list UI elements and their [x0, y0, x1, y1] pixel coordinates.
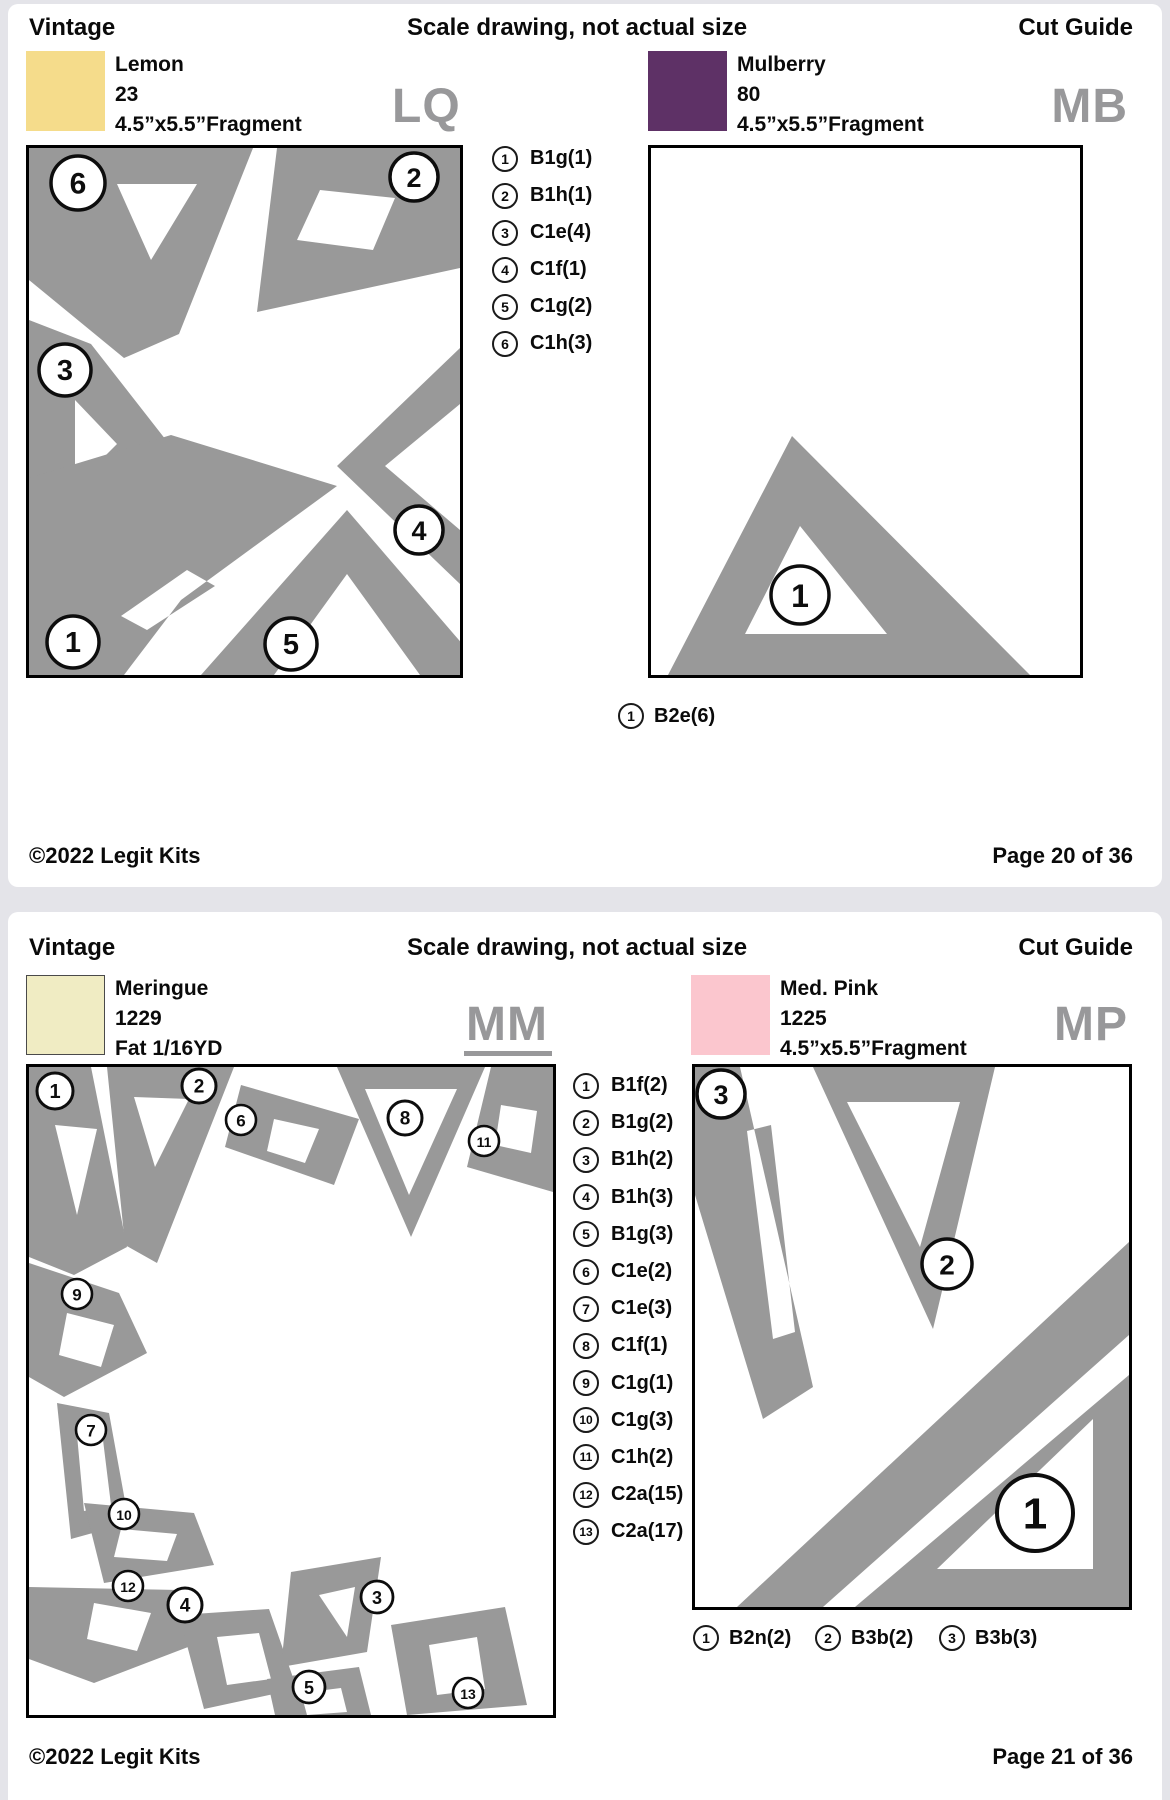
legend-item [573, 1476, 683, 1513]
legend-circle: 9 [573, 1370, 599, 1396]
legend-item [492, 251, 592, 288]
fabric-code-lq: LQ [392, 80, 461, 133]
page-number: Page 20 of 36 [992, 843, 1133, 868]
legend-circle: 5 [573, 1221, 599, 1247]
fabric-number: 1225 [780, 1007, 827, 1030]
piece-marker [47, 616, 99, 668]
legend-label: B1g(1) [530, 147, 593, 169]
legend-label: C2a(15) [611, 1483, 684, 1506]
meringue-swatch [26, 975, 105, 1055]
fabric-name: Med. Pink [780, 977, 879, 1000]
legend-item [492, 214, 592, 251]
svg-text:10: 10 [116, 1507, 132, 1523]
legend-item [492, 177, 592, 214]
piece-b1g [107, 1067, 234, 1263]
legend-label: B3b(3) [975, 1626, 1038, 1649]
legend-item [573, 1290, 683, 1327]
mulberry-swatch [648, 51, 727, 131]
legend-label: C1f(1) [611, 1334, 668, 1357]
cut-guide-label: Cut Guide [1018, 934, 1133, 961]
legend-label: C1h(2) [611, 1445, 674, 1468]
piece-marker [62, 1279, 92, 1309]
mp-pieces [695, 1067, 1129, 1607]
piece-marker [182, 1069, 216, 1103]
pattern-title: Vintage [29, 14, 116, 41]
svg-text:1: 1 [1022, 1489, 1048, 1539]
svg-text:3: 3 [56, 355, 74, 387]
svg-text:2: 2 [406, 163, 422, 193]
page-number: Page 21 of 36 [992, 1744, 1133, 1769]
piece-marker [697, 1070, 745, 1118]
piece-marker [109, 1499, 139, 1529]
fabric-code-mb: MB [1051, 80, 1128, 133]
piece-marker [226, 1105, 256, 1135]
mulberry-info [737, 50, 924, 140]
pattern-title: Vintage [29, 934, 116, 961]
legend-circle: 6 [573, 1259, 599, 1285]
svg-text:6: 6 [69, 167, 87, 201]
legend-item [492, 325, 592, 362]
legend-circle: 8 [573, 1333, 599, 1359]
legend-label: B1g(2) [611, 1111, 674, 1134]
piece-marker [76, 1415, 106, 1445]
mm-legend [573, 1067, 683, 1550]
legend-item [573, 1179, 683, 1216]
svg-text:5: 5 [303, 1678, 315, 1698]
legend-circle: 3 [573, 1147, 599, 1173]
mm-scale-drawing [26, 1064, 556, 1718]
mp-legend-item [815, 1625, 913, 1651]
legend-label: B1h(3) [611, 1185, 674, 1208]
legend-circle: 4 [492, 257, 518, 283]
legend-label: C1g(2) [530, 295, 593, 317]
cut-guide-label: Cut Guide [1018, 14, 1133, 41]
piece-marker [37, 1073, 73, 1109]
fabric-number: 23 [115, 83, 139, 106]
svg-text:3: 3 [713, 1080, 729, 1110]
svg-text:11: 11 [476, 1134, 492, 1150]
legend-item [573, 1439, 683, 1476]
legend-label: B1f(2) [611, 1074, 668, 1097]
fabric-cut-size: Fat 1/16YD [115, 1037, 223, 1060]
mb-scale-drawing [648, 145, 1083, 678]
legend-circle: 13 [573, 1519, 599, 1545]
piece-marker [922, 1239, 972, 1289]
fabric-name: Mulberry [737, 53, 826, 76]
meringue-info [115, 974, 222, 1064]
legend-circle: 3 [492, 220, 518, 246]
legend-circle: 1 [693, 1625, 719, 1651]
legend-circle: 1 [492, 146, 518, 172]
legend-label: C1h(3) [530, 332, 593, 354]
piece-marker [390, 153, 438, 201]
legend-item [573, 1253, 683, 1290]
lq-scale-drawing [26, 145, 463, 678]
svg-text:13: 13 [460, 1686, 476, 1702]
med-pink-info [780, 974, 967, 1064]
piece-marker [168, 1588, 202, 1622]
mm-pieces [29, 1067, 553, 1715]
mp-scale-drawing [692, 1064, 1132, 1610]
fabric-cut-size: 4.5”x5.5”Fragment [780, 1037, 967, 1060]
fabric-code-mm: MM [466, 998, 548, 1051]
piece-marker [265, 618, 317, 670]
lq-pieces [29, 148, 460, 675]
fabric-number: 1229 [115, 1007, 162, 1030]
legend-label: C1f(1) [530, 258, 587, 280]
mp-legend-item [939, 1625, 1037, 1651]
legend-circle: 10 [573, 1407, 599, 1433]
piece-marker [293, 1671, 325, 1703]
svg-text:8: 8 [399, 1108, 411, 1130]
svg-text:2: 2 [193, 1076, 205, 1098]
piece-marker [51, 156, 105, 210]
piece-marker [39, 344, 91, 396]
legend-label: B1h(1) [530, 184, 593, 206]
svg-text:9: 9 [72, 1285, 82, 1305]
legend-circle: 1 [618, 703, 644, 729]
fabric-number: 80 [737, 83, 761, 106]
legend-item [573, 1104, 683, 1141]
legend-item [573, 1067, 683, 1104]
piece-marker [395, 506, 443, 554]
mp-legend-item [693, 1625, 791, 1651]
svg-text:1: 1 [791, 578, 809, 614]
mb-legend-item [618, 703, 715, 729]
legend-circle: 6 [492, 331, 518, 357]
piece-marker [361, 1581, 393, 1613]
legend-label: B2e(6) [654, 704, 716, 727]
fabric-code-mp: MP [1054, 998, 1128, 1051]
legend-label: C1g(3) [611, 1408, 674, 1431]
fabric-cut-size: 4.5”x5.5”Fragment [115, 113, 302, 136]
legend-item [573, 1402, 683, 1439]
piece-marker [469, 1126, 499, 1156]
legend-label: C1g(1) [611, 1371, 674, 1394]
fabric-cut-size: 4.5”x5.5”Fragment [737, 113, 924, 136]
legend-label: C2a(17) [611, 1520, 684, 1543]
piece-marker [997, 1475, 1073, 1551]
svg-text:4: 4 [179, 1595, 191, 1617]
scale-note: Scale drawing, not actual size [406, 934, 748, 961]
mb-pieces [651, 148, 1080, 675]
svg-text:4: 4 [411, 516, 427, 546]
legend-circle: 7 [573, 1296, 599, 1322]
piece-b3b2 [813, 1067, 995, 1329]
piece-c1g3 [84, 1503, 214, 1583]
legend-label: B1g(3) [611, 1222, 674, 1245]
legend-circle: 2 [492, 183, 518, 209]
legend-circle: 4 [573, 1184, 599, 1210]
legend-circle: 2 [573, 1110, 599, 1136]
legend-circle: 1 [573, 1073, 599, 1099]
mm-underline [464, 1051, 552, 1056]
legend-circle: 3 [939, 1625, 965, 1651]
piece-b3b3 [695, 1067, 813, 1419]
legend-item [573, 1216, 683, 1253]
legend-item [573, 1141, 683, 1178]
fabric-name: Lemon [115, 53, 184, 76]
med-pink-swatch [691, 975, 770, 1055]
legend-label: B3b(2) [851, 1626, 914, 1649]
legend-label: C1e(2) [611, 1260, 673, 1283]
svg-text:2: 2 [939, 1249, 955, 1281]
legend-label: C1e(3) [611, 1297, 673, 1320]
lq-legend [492, 140, 592, 362]
piece-marker [113, 1571, 143, 1601]
piece-marker [453, 1678, 483, 1708]
legend-item [573, 1327, 683, 1364]
svg-text:6: 6 [236, 1111, 246, 1131]
legend-item [573, 1365, 683, 1402]
svg-text:3: 3 [371, 1588, 383, 1608]
legend-item [573, 1513, 683, 1550]
piece-marker [771, 566, 829, 624]
piece-b2e [668, 436, 1030, 675]
legend-item [492, 288, 592, 325]
svg-text:1: 1 [49, 1081, 61, 1103]
legend-circle: 12 [573, 1482, 599, 1508]
legend-circle: 2 [815, 1625, 841, 1651]
legend-label: B1h(2) [611, 1148, 674, 1171]
piece-c1f [337, 1067, 485, 1237]
piece-marker [388, 1101, 422, 1135]
legend-item [492, 140, 592, 177]
svg-text:1: 1 [64, 627, 82, 659]
svg-text:7: 7 [86, 1421, 96, 1441]
svg-text:5: 5 [282, 629, 300, 661]
svg-text:12: 12 [120, 1579, 136, 1595]
lemon-swatch [26, 51, 105, 131]
legend-circle: 11 [573, 1444, 599, 1470]
copyright: ©2022 Legit Kits [29, 843, 201, 868]
lemon-info [115, 50, 302, 140]
piece-b1h2 [281, 1557, 381, 1667]
scale-note: Scale drawing, not actual size [406, 14, 748, 41]
legend-label: B2n(2) [729, 1626, 792, 1649]
fabric-name: Meringue [115, 977, 209, 1000]
legend-circle: 5 [492, 294, 518, 320]
legend-label: C1e(4) [530, 221, 592, 243]
copyright: ©2022 Legit Kits [29, 1744, 201, 1769]
